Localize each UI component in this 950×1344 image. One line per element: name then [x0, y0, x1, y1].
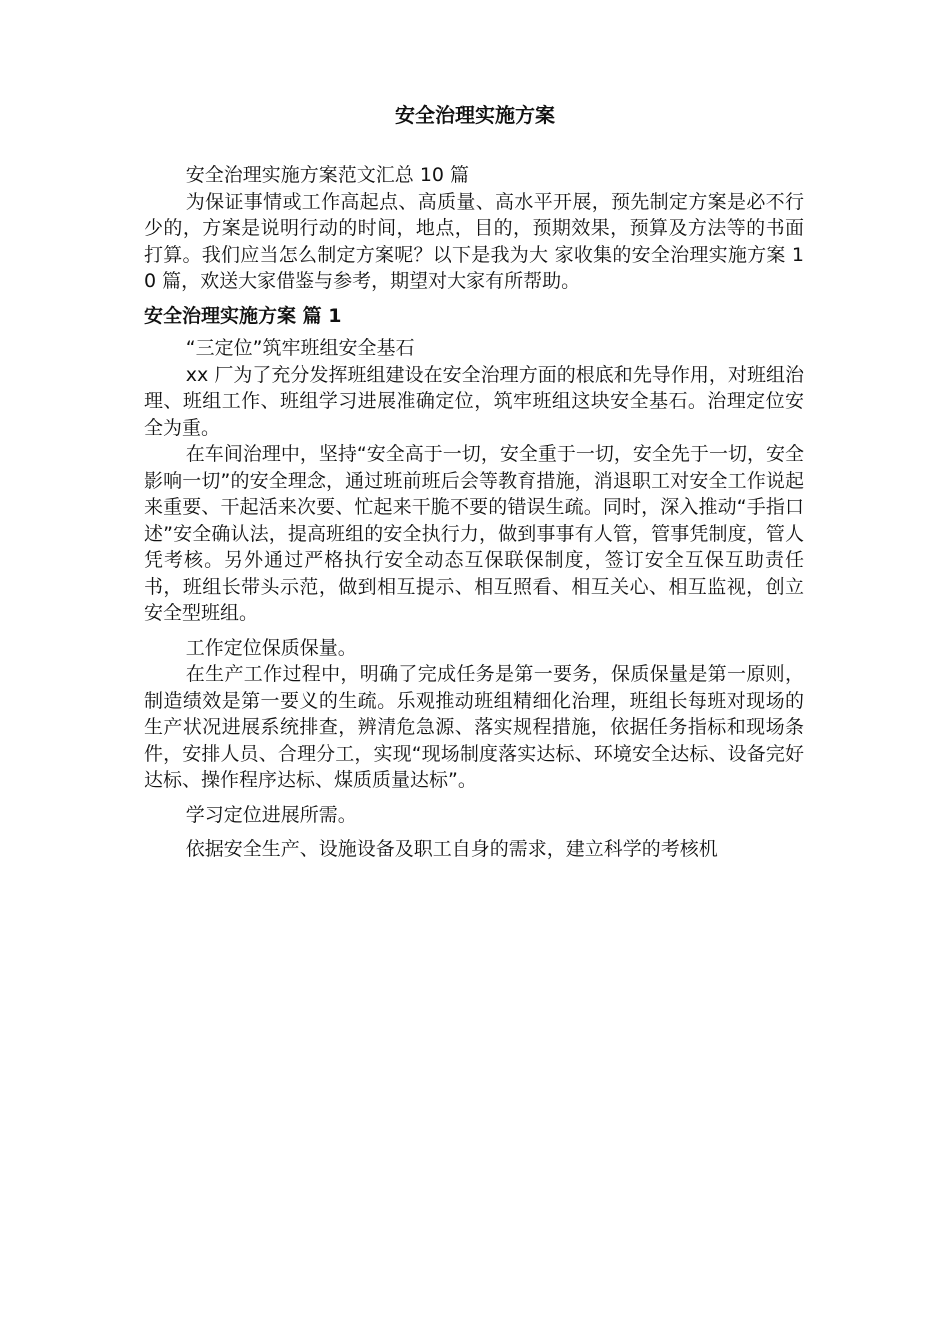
- body-paragraph: 依据安全生产、设施设备及职工自身的需求，建立科学的考核机: [185, 838, 718, 860]
- body-paragraph: xx 厂为了充分发挥班组建设在安全治理方面的根底和先导作用，对班组治理、班组工作、班组学习进展准确定位，筑牢班组这块安全基石。治理定位安全为重。: [144, 363, 804, 439]
- section-heading: 安全治理实施方案 篇 1: [144, 304, 342, 327]
- body-paragraph: 在生产工作过程中，明确了完成任务是第一要务，保质保量是第一原则，制造绩效是第一要义的生疏。乐观推动班组精细化治理，班组长每班对现场的生产状况进展系统排查，辨清危急源、落实规程措施，依据任务指标和现场条件，安排人员、合理分工，实现“现场制度落实达标、环境安全达标、设备完好达标、操作程序达标、煤质质量达标”。: [144, 663, 804, 791]
- body-paragraph: 在车间治理中，坚持“安全高于一切，安全重于一切，安全先于一切，安全影响一切”的安全理念，通过班前班后会等教育措施，消退职工对安全工作说起来重要、干起活来次要、忙起来干脆不要的错误生疏。同时，深入推动“手指口述”安全确认法，提高班组的安全执行力，做到事事有人管，管事凭制度，管人凭考核。另外通过严格执行安全动态互保联保制度，签订安全互保互助责任书，班组长带头示范，做到相互提示、相互照看、相互关心、相互监视，创立安全型班组。: [144, 443, 804, 624]
- body-paragraph: 学习定位进展所需。: [185, 803, 357, 826]
- section-subheading: “三定位”筑牢班组安全基石: [185, 337, 415, 359]
- body-paragraph: 工作定位保质保量。: [185, 636, 357, 659]
- document-subtitle: 安全治理实施方案范文汇总 10 篇: [185, 164, 470, 186]
- document-body: [144, 162, 804, 863]
- intro-paragraph: 为保证事情或工作高起点、高质量、高水平开展，预先制定方案是必不行少的，方案是说明行动的时间，地点，目的，预期效果，预算及方法等的书面打算。我们应当怎么制定方案呢？以下是我为大 家收集的安全治理实施方案 10 篇，欢送大家借鉴与参考，期望对大家有所帮助。: [144, 190, 804, 292]
- document-title: 安全治理实施方案: [395, 103, 555, 127]
